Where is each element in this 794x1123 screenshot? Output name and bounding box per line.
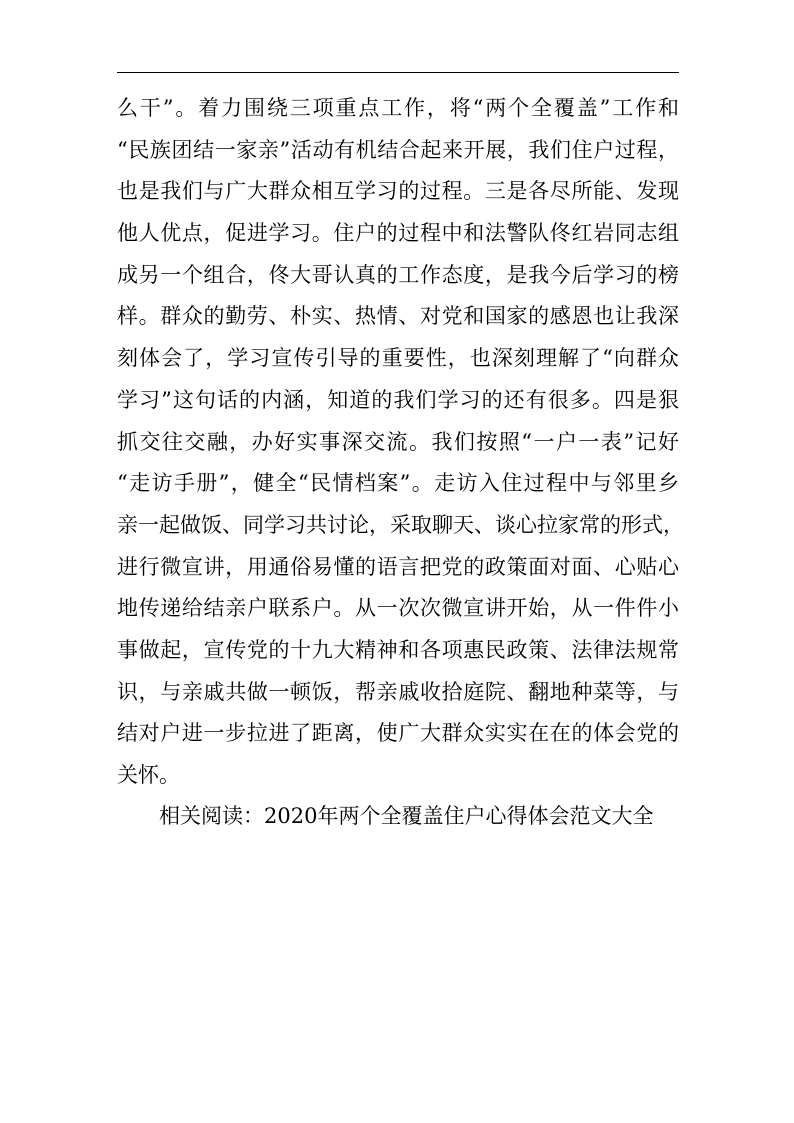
text-line: 刻体会了，学习宣传引导的重要性，也深刻理解了“向群众 xyxy=(117,346,679,371)
text-line: 也是我们与广大群众相互学习的过程。三是各尽所能、发现 xyxy=(117,179,679,204)
text-line: 事做起，宣传党的十九大精神和各项惠民政策、法律法规常 xyxy=(117,637,679,662)
text-line: 样。群众的勤劳、朴实、热情、对党和国家的感恩也让我深 xyxy=(117,304,679,329)
text-line: 抓交往交融，办好实事深交流。我们按照“一户一表”记好 xyxy=(117,429,679,454)
text-line: 成另一个组合，佟大哥认真的工作态度，是我今后学习的榜 xyxy=(117,262,679,287)
text-line: “走访手册”，健全“民情档案”。走访入住过程中与邻里乡 xyxy=(117,471,679,496)
text-line: 结对户进一步拉进了距离，使广大群众实实在在的体会党的 xyxy=(117,721,679,746)
text-line: 亲一起做饭、同学习共讨论，采取聊天、谈心拉家常的形式， xyxy=(117,512,684,537)
text-line: 地传递给结亲户联系户。从一次次微宣讲开始，从一件件小 xyxy=(117,596,679,621)
text-line: 学习”这句话的内涵，知道的我们学习的还有很多。四是狠 xyxy=(117,387,679,412)
text-line: 么干”。着力围绕三项重点工作，将“两个全覆盖”工作和 xyxy=(117,96,679,120)
text-line: 他人优点，促进学习。住户的过程中和法警队佟红岩同志组 xyxy=(117,221,679,246)
text-line: 进行微宣讲，用通俗易懂的语言把党的政策面对面、心贴心 xyxy=(117,554,679,579)
text-line: “民族团结一家亲”活动有机结合起来开展，我们住户过程， xyxy=(117,137,679,162)
text-line: 识，与亲戚共做一顿饭，帮亲戚收拾庭院、翻地种菜等，与 xyxy=(117,679,679,704)
header-rule xyxy=(117,72,679,73)
related-reading-link[interactable]: 相关阅读：2020年两个全覆盖住户心得体会范文大全 xyxy=(159,804,654,828)
document-body xyxy=(117,88,684,797)
text-line: 关怀。 xyxy=(117,763,180,787)
